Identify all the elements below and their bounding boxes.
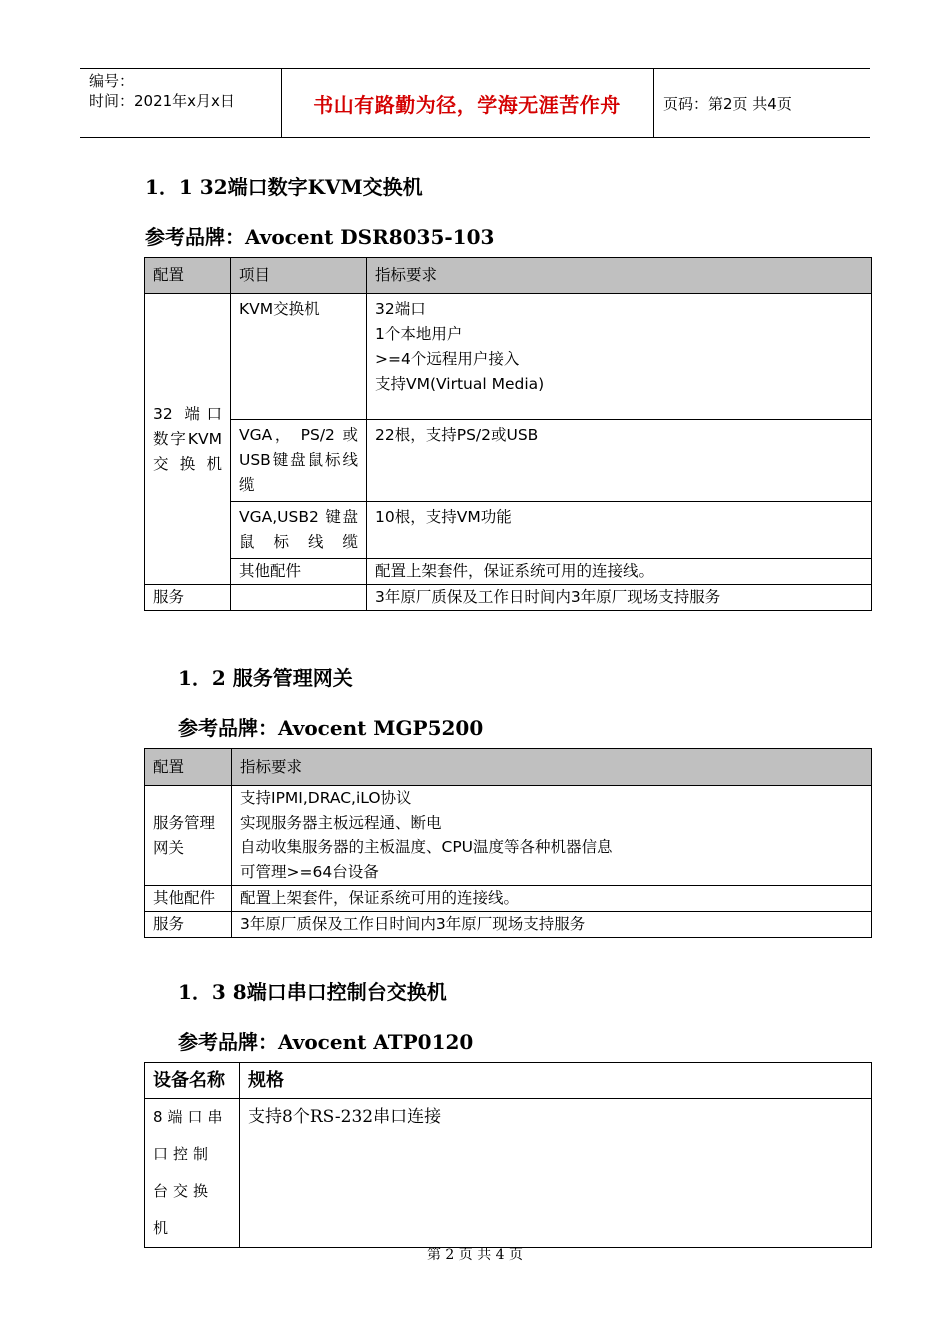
header-page-cell [654,69,870,137]
table-row [145,585,872,611]
table-row [145,420,872,502]
header-motto-cell [281,69,654,137]
item-cell: VGA,USB2 键盘鼠标线缆 [231,502,367,559]
table-header-row [145,258,872,294]
device-name-cell: 8端口串口控制台交换机 [145,1099,240,1248]
table-row [145,294,872,420]
section1-table [144,257,872,611]
table-row [145,502,872,559]
header-cell: 规格 [240,1063,872,1099]
requirement-cell [232,786,872,886]
item-cell: 其他配件 [231,559,367,585]
section3-table [144,1062,872,1248]
requirement-cell: 10根，支持VM功能 [367,502,872,559]
section2-table [144,748,872,938]
requirement-cell: 3年原厂质保及工作日时间内3年原厂现场支持服务 [367,585,872,611]
page-footer: 第 2 页 共 4 页 [426,1247,524,1263]
page-header [80,68,870,138]
requirement-cell: 配置上架套件，保证系统可用的连接线。 [232,886,872,912]
header-cell: 项目 [231,258,367,294]
requirement-line: 实现服务器主板远程通、断电 [240,813,442,832]
requirement-line: 可管理>=64台设备 [240,862,379,881]
item-cell: KVM交换机 [231,294,367,420]
header-meta [80,69,282,137]
config-cell: 其他配件 [145,886,232,912]
header-page-number: 页码：第2页 共4页 [663,94,792,113]
table-row [145,886,872,912]
table-row [145,786,872,886]
item-cell: VGA， PS/2 或USB键盘鼠标线缆 [231,420,367,502]
config-cell: 服务管理网关 [145,786,232,886]
requirement-cell: 22根，支持PS/2或USB [367,420,872,502]
item-cell [231,585,367,611]
group-label: 32 端口数字KVM交换机 [153,404,222,473]
section1-heading: 1．1 32端口数字KVM交换机 [145,175,423,199]
document-time: 时间：2021年x月x日 [89,92,235,110]
requirement-line: 自动收集服务器的主板温度、CPU温度等各种机器信息 [240,838,613,856]
section3-heading: 1．3 8端口串口控制台交换机 [178,980,447,1004]
requirement-line: 32端口 [375,300,426,318]
section2-brand: 参考品牌：Avocent MGP5200 [178,716,484,740]
requirement-line: 1个本地用户 [375,325,463,343]
section3-brand: 参考品牌：Avocent ATP0120 [178,1030,474,1054]
config-cell: 服务 [145,912,232,938]
requirement-line: 支持IPMI,DRAC,iLO协议 [240,789,412,807]
requirement-cell: 配置上架套件，保证系统可用的连接线。 [367,559,872,585]
document-number: 编号： [89,72,135,90]
requirement-cell [367,294,872,420]
header-cell: 指标要求 [367,258,872,294]
requirement-line: 支持VM(Virtual Media) [375,375,545,393]
table-header-row [145,749,872,786]
config-cell: 服务 [145,585,231,611]
table-row [145,1099,872,1248]
table-row [145,559,872,585]
requirement-cell: 3年原厂质保及工作日时间内3年原厂现场支持服务 [232,912,872,938]
header-cell: 配置 [145,258,231,294]
section1-brand: 参考品牌：Avocent DSR8035-103 [145,225,495,249]
group-label-cell [145,294,231,585]
table-header-row [145,1063,872,1099]
header-cell: 指标要求 [232,749,872,786]
header-motto: 书山有路勤为径，学海无涯苦作舟 [313,92,621,117]
table-row [145,912,872,938]
requirement-line: >=4个远程用户接入 [375,350,520,368]
header-cell: 设备名称 [145,1063,240,1099]
header-cell: 配置 [145,749,232,786]
spec-cell: 支持8个RS-232串口连接 [240,1099,872,1248]
section2-heading: 1．2 服务管理网关 [178,666,353,690]
